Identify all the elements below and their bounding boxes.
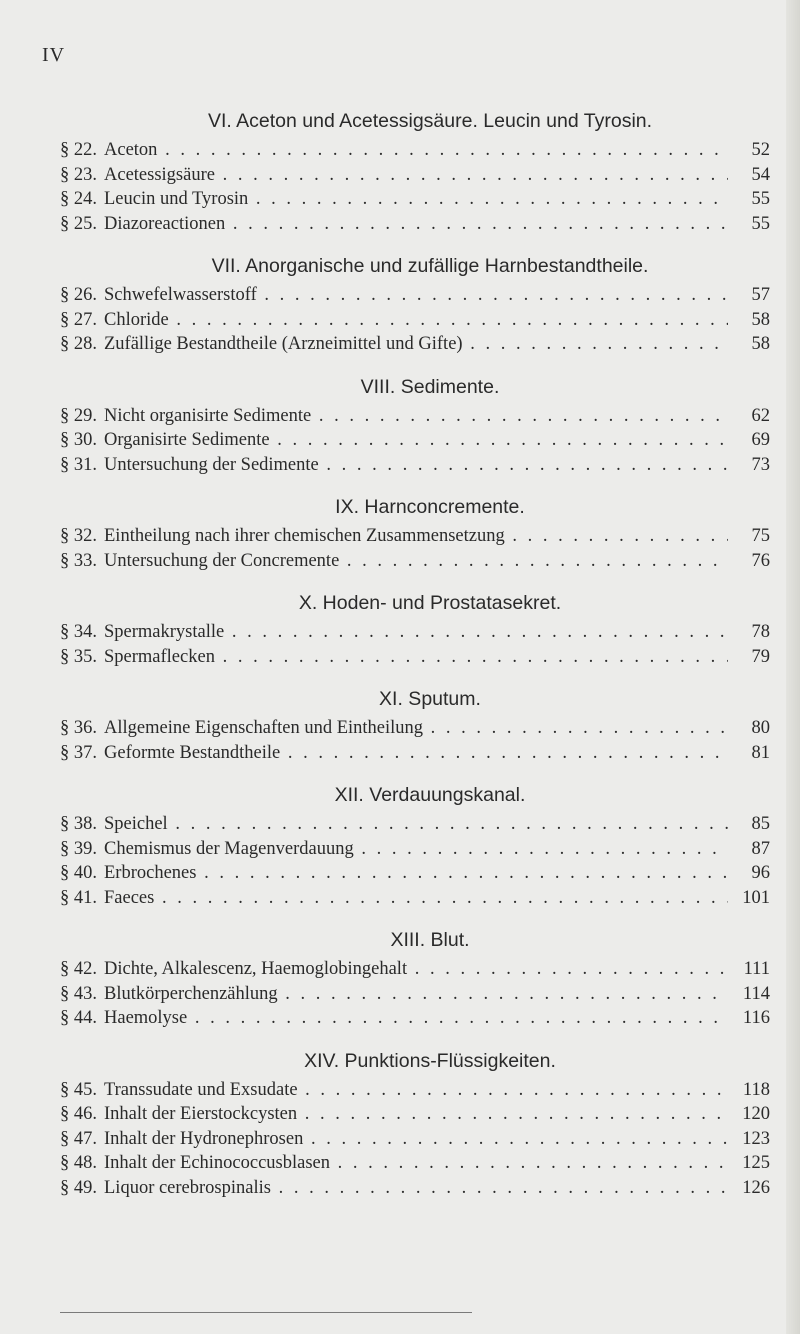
toc-entry <box>60 187 770 212</box>
entry-title: Haemolyse . . . <box>104 1006 728 1031</box>
paragraph-number: § 44. <box>60 1008 97 1028</box>
toc-entry <box>60 404 770 429</box>
toc-entry <box>60 1127 770 1152</box>
paragraph-number: § 38. <box>60 814 97 834</box>
entry-title: Untersuchung der Sedimente . . . <box>104 453 728 478</box>
toc-entry <box>60 1102 770 1127</box>
page-ref: 87 <box>751 838 770 859</box>
paragraph-number: § 47. <box>60 1128 97 1149</box>
paragraph-number: § 25. <box>60 213 97 234</box>
toc-entry <box>60 716 770 741</box>
toc-section <box>60 104 770 236</box>
toc-section <box>60 923 770 1031</box>
paragraph-number: § 30. <box>60 430 97 450</box>
toc-section <box>60 778 770 910</box>
paragraph-number: § 46. <box>60 1104 97 1124</box>
toc-entry <box>60 741 770 766</box>
entry-title: Untersuchung der Concremente . . . <box>104 549 728 574</box>
page-ref: 62 <box>751 405 770 426</box>
page-ref: 96 <box>751 863 770 883</box>
section-heading: XIII. Blut. <box>390 929 470 951</box>
page-ref: 58 <box>751 309 770 330</box>
toc-section <box>60 249 770 357</box>
page-number: IV <box>42 44 66 66</box>
entry-title: Aceton . . . <box>104 138 728 163</box>
toc-entry <box>60 620 770 645</box>
entry-title: Chloride . . . <box>104 308 728 333</box>
paragraph-number: § 22. <box>60 140 97 160</box>
toc-entry <box>60 549 770 574</box>
section-heading: VII. Anorganische und zufällige Harnbestandtheile. <box>211 255 649 277</box>
entry-title: Chemismus der Magenverdauung . . . <box>104 837 728 862</box>
toc-entry <box>60 308 770 333</box>
paragraph-number: § 28. <box>60 334 97 354</box>
entry-title: Inhalt der Hydronephrosen . . . <box>104 1127 728 1152</box>
entry-title: Nicht organisirte Sedimente . . . <box>104 404 728 429</box>
page-ref: 73 <box>751 454 770 475</box>
entry-title: Geformte Bestandtheile . . . <box>104 741 728 766</box>
entry-title: Speichel . . . <box>104 812 728 837</box>
paragraph-number: § 42. <box>60 959 97 979</box>
toc-entry <box>60 957 770 982</box>
toc-entry <box>60 212 770 237</box>
paragraph-number: § 37. <box>60 742 97 763</box>
toc-section <box>60 586 770 669</box>
toc-entry <box>60 1078 770 1103</box>
section-heading: XIV. Punktions-Flüssigkeiten. <box>304 1049 556 1072</box>
toc-entry <box>60 428 770 453</box>
entry-title: Leucin und Tyrosin . . . <box>104 187 728 212</box>
paragraph-number: § 26. <box>60 285 97 305</box>
toc-entry <box>60 1176 770 1201</box>
toc-entry <box>60 1151 770 1176</box>
page-ref: 69 <box>751 430 770 450</box>
section-heading: IX. Harnconcremente. <box>335 496 525 518</box>
page-ref: 75 <box>751 526 770 546</box>
paragraph-number: § 36. <box>60 718 97 738</box>
toc-entry <box>60 453 770 478</box>
entry-title: Diazoreactionen . . . <box>104 212 728 237</box>
toc-entry <box>60 837 770 862</box>
page-ref: 57 <box>751 285 770 305</box>
page-ref: 118 <box>742 1079 770 1100</box>
page-ref: 116 <box>742 1008 770 1028</box>
toc-entry <box>60 861 770 886</box>
page-ref: 114 <box>742 983 770 1004</box>
bottom-rule <box>60 1312 472 1313</box>
toc-section <box>60 682 770 765</box>
page-ref: 55 <box>751 213 770 234</box>
page-ref: 52 <box>751 140 770 160</box>
paragraph-number: § 40. <box>60 863 97 883</box>
section-heading: XI. Sputum. <box>379 688 481 710</box>
entry-title: Inhalt der Echinococcusblasen . . . <box>104 1151 728 1176</box>
page-ref: 80 <box>751 718 770 738</box>
section-heading: XII. Verdauungskanal. <box>334 784 526 806</box>
paragraph-number: § 49. <box>60 1177 97 1198</box>
toc-entry <box>60 524 770 549</box>
toc-entry <box>60 645 770 670</box>
toc-entry <box>60 163 770 188</box>
entry-title: Erbrochenes . . . <box>104 861 728 886</box>
entry-title: Allgemeine Eigenschaften und Eintheilung . . . <box>104 716 728 741</box>
paragraph-number: § 23. <box>60 164 97 185</box>
page-edge <box>786 0 800 1334</box>
toc-section <box>60 370 770 478</box>
entry-title: Dichte, Alkalescenz, Haemoglobingehalt . . . <box>104 957 728 982</box>
toc-entry <box>60 886 770 911</box>
paragraph-number: § 29. <box>60 405 97 426</box>
paragraph-number: § 34. <box>60 622 97 642</box>
paragraph-number: § 43. <box>60 983 97 1004</box>
toc-entry <box>60 1006 770 1031</box>
paragraph-number: § 35. <box>60 646 97 667</box>
toc-section <box>60 1044 770 1201</box>
entry-title: Liquor cerebrospinalis . . . <box>104 1176 728 1201</box>
page-ref: 58 <box>751 334 770 354</box>
entry-title: Spermaflecken . . . <box>104 645 728 670</box>
page-ref: 120 <box>742 1104 770 1124</box>
toc-entry <box>60 283 770 308</box>
paragraph-number: § 41. <box>60 887 97 908</box>
paragraph-number: § 32. <box>60 526 97 546</box>
page-ref: 78 <box>751 622 770 642</box>
page-ref: 125 <box>742 1153 770 1173</box>
paragraph-number: § 48. <box>60 1153 97 1173</box>
entry-title: Faeces . . . <box>104 886 728 911</box>
entry-title: Acetessigsäure . . . <box>104 163 728 188</box>
toc-entry <box>60 812 770 837</box>
entry-title: Organisirte Sedimente . . . <box>104 428 728 453</box>
entry-title: Schwefelwasserstoff . . . <box>104 283 728 308</box>
entry-title: Eintheilung nach ihrer chemischen Zusammensetzung . . . <box>104 524 728 549</box>
paragraph-number: § 24. <box>60 189 97 209</box>
toc-entry <box>60 332 770 357</box>
section-heading: X. Hoden- und Prostatasekret. <box>298 592 562 614</box>
page-ref: 101 <box>742 887 770 908</box>
entry-title: Spermakrystalle . . . <box>104 620 728 645</box>
page-ref: 123 <box>742 1128 770 1149</box>
section-heading: VIII. Sedimente. <box>360 375 500 398</box>
page-ref: 55 <box>751 189 770 209</box>
page-ref: 111 <box>743 959 770 979</box>
entry-title: Inhalt der Eierstockcysten . . . <box>104 1102 728 1127</box>
page-ref: 85 <box>751 814 770 834</box>
entry-title: Blutkörperchenzählung . . . <box>104 982 728 1007</box>
page-ref: 79 <box>751 646 770 667</box>
page-ref: 54 <box>751 164 770 185</box>
paragraph-number: § 39. <box>60 838 97 859</box>
paragraph-number: § 31. <box>60 454 97 475</box>
section-heading: VI. Aceton und Acetessigsäure. Leucin und Tyrosin. <box>207 110 653 132</box>
page-ref: 81 <box>751 742 770 763</box>
table-of-contents <box>60 104 770 1213</box>
entry-title: Transsudate und Exsudate . . . <box>104 1078 728 1103</box>
entry-title: Zufällige Bestandtheile (Arzneimittel und Gifte) . . . <box>104 332 728 357</box>
paragraph-number: § 27. <box>60 309 97 330</box>
paragraph-number: § 45. <box>60 1079 97 1100</box>
toc-entry <box>60 138 770 163</box>
paragraph-number: § 33. <box>60 550 97 571</box>
page-ref: 76 <box>751 550 770 571</box>
toc-section <box>60 490 770 573</box>
page-ref: 126 <box>742 1177 770 1198</box>
toc-entry <box>60 982 770 1007</box>
